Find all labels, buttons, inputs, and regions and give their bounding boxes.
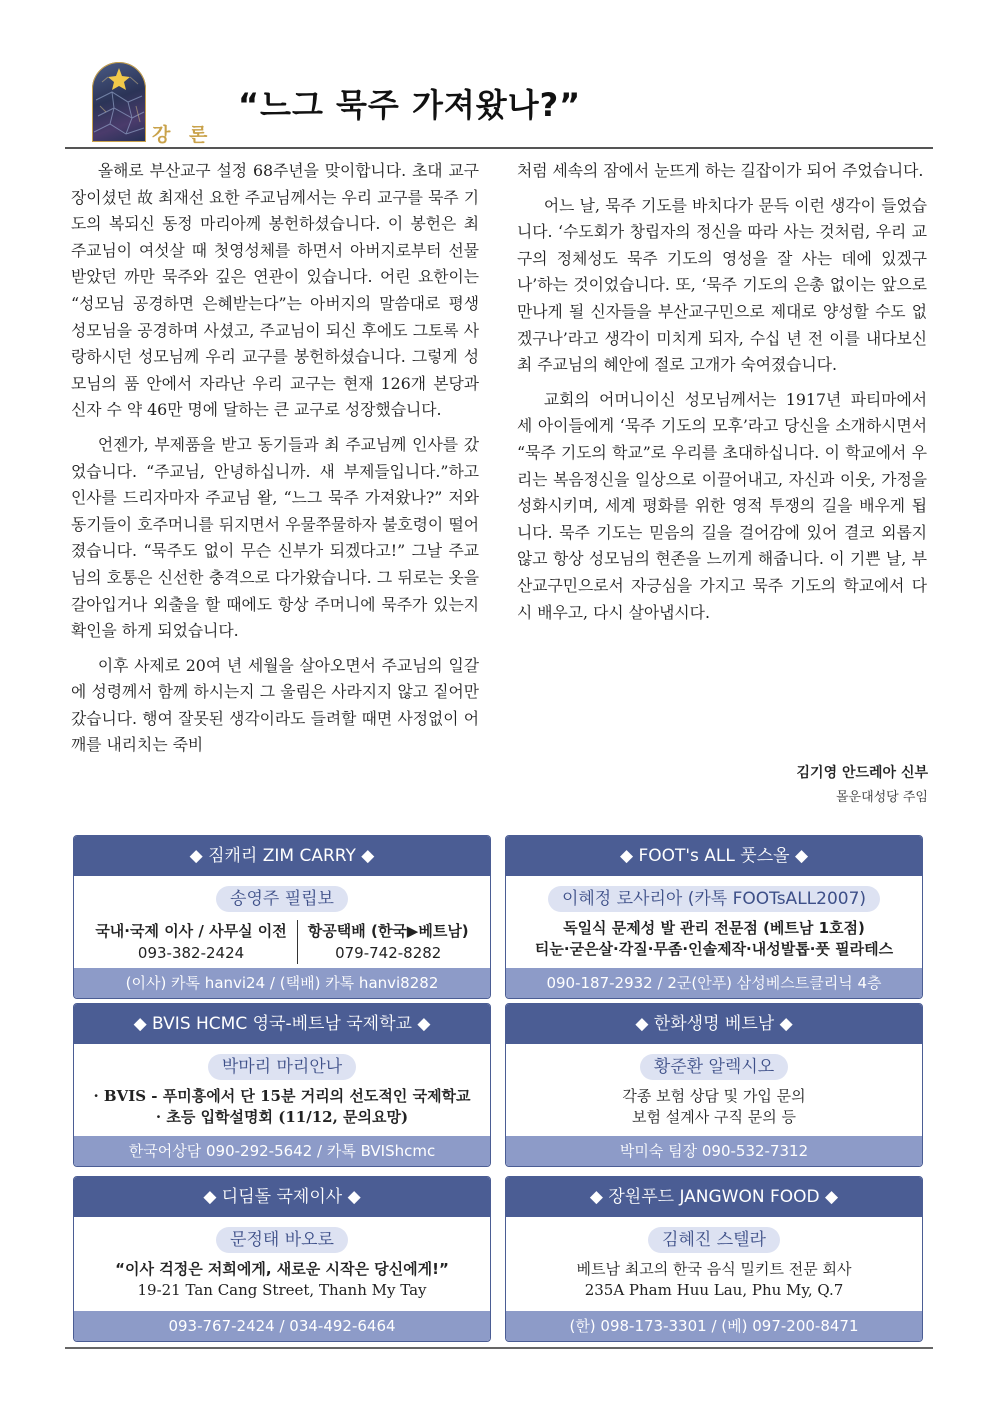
ad-line: 독일식 문제성 발 관리 전문점 (베트남 1호점) [563, 919, 865, 937]
ad-line: 티눈·굳은살·각질·무좀·인솔제작·내성발톱·풋 필라테스 [534, 940, 894, 958]
ad-contact: 황준환 알렉시오 [640, 1054, 788, 1080]
paragraph: 올해로 부산교구 설정 68주년을 맞이합니다. 초대 교구장이셨던 故 최재선 요한 주교님께서는 우리 교구를 묵주 기도의 복되신 동정 마리아께 봉헌하셨습니다. 이 봉헌은 최 주교님이 여섯살 때 첫영성체를 하면서 아버지로부터 선물받았던 까만 묵주와 깊은 연관이 있습니다. 어린 요한이는 “성모님 공경하면 은혜받는다”는 아버지의 말씀대로 평생 성모님을 공경하며 사셨고, 주교님이 되신 후에도 그토록 사랑하시던 성모님께 우리 교구를 봉헌하셨습니다. 그렇게 성모님의 품 안에서 자라난 우리 교구는 현재 126개 본당과 신자 수 약 46만 명에 달하는 큰 교구로 성장했습니다. [71, 161, 479, 420]
ad-line: 각종 보험 상담 및 가입 문의 [622, 1087, 806, 1105]
ad-title: ◆ FOOT's ALL 풋스올 ◆ [506, 836, 922, 876]
ad-line: 19-21 Tan Cang Street, Thanh My Tay [137, 1281, 427, 1299]
article-right-column [517, 158, 927, 626]
ad-line: 베트남 최고의 한국 음식 밀키트 전문 회사 [576, 1260, 852, 1278]
ad-foots-all [505, 835, 923, 999]
section-label: 강 론 [152, 124, 214, 146]
ad-title: ◆ 디딤돌 국제이사 ◆ [74, 1177, 490, 1217]
ad-line: 보험 설계사 구직 문의 등 [632, 1108, 796, 1126]
paragraph: 처럼 세속의 잠에서 눈뜨게 하는 길잡이가 되어 주었습니다. [517, 161, 924, 180]
paragraph: 어느 날, 묵주 기도를 바치다가 문득 이런 생각이 들었습니다. ‘수도회가 창립자의 정신을 따라 사는 것처럼, 우리 교구의 정체성도 묵주 기도의 영성을 잘 사는 데에 있겠구나’하는 것이었습니다. 또, ‘묵주 기도의 은총 없이는 앞으로 만나게 될 신자들을 부산교구민으로 제대로 양성할 수도 없겠구나’라고 생각이 미치게 되자, 수십 년 전 이를 내다보신 최 주교님의 혜안에 절로 고개가 숙여졌습니다. [517, 195, 927, 375]
ad-moving-info: 국내·국제 이사 / 사무실 이전 093-382-2424 [95, 922, 287, 962]
ad-zim-carry [73, 835, 491, 999]
ad-hanwha-life [505, 1003, 923, 1167]
paragraph: 교회의 어머니이신 성모님께서는 1917년 파티마에서 세 아이들에게 ‘묵주 기도의 모후’라고 당신을 소개하시면서 “묵주 기도의 학교”로 우리를 초대하십니다. 이 학교에서 우리는 복음정신을 일상으로 이끌어내고, 자신과 이웃, 가정을 성화시키며, 세계 평화를 위한 영적 투쟁의 길을 배우게 됩니다. 묵주 기도는 믿음의 길을 걸어감에 있어 결코 외롭지 않고 항상 성모님의 현존을 느끼게 해줍니다. 이 기쁜 날, 부산교구민으로서 자긍심을 가지고 묵주 기도의 학교에서 다시 배우고, 다시 살아냅시다. [517, 389, 927, 622]
article-title: “느그 묵주 가져왔나?” [238, 86, 582, 124]
ad-footer: 한국어상담 090-292-5642 / 카톡 BVIShcmc [74, 1136, 490, 1166]
ad-contact: 송영주 필립보 [216, 886, 348, 912]
sermon-emblem-icon [92, 62, 146, 142]
ad-line: · 초등 입학설명회 (11/12, 문의요망) [155, 1108, 409, 1126]
ad-footer: 박미숙 팀장 090-532-7312 [506, 1136, 922, 1166]
title-divider [65, 147, 933, 149]
ad-footer: 090-187-2932 / 2군(안푸) 삼성베스트클리닉 4층 [506, 968, 922, 998]
ad-contact: 이혜정 로사리아 (카톡 FOOTsALL2007) [548, 886, 880, 912]
author-name: 김기영 안드레아 신부 [796, 765, 928, 781]
ad-title: ◆ 짐캐리 ZIM CARRY ◆ [74, 836, 490, 876]
ad-title: ◆ BVIS HCMC 영국-베트남 국제학교 ◆ [74, 1004, 490, 1044]
ad-didimdol-moving [73, 1176, 491, 1342]
article-left-column [71, 158, 479, 759]
ad-line: · BVIS - 푸미흥에서 단 15분 거리의 선도적인 국제학교 [93, 1087, 471, 1105]
ad-contact: 김혜진 스텔라 [648, 1227, 780, 1253]
ad-contact: 문정태 바오로 [216, 1227, 348, 1253]
ad-title: ◆ 한화생명 베트남 ◆ [506, 1004, 922, 1044]
ad-jangwon-food [505, 1176, 923, 1342]
author-signature [620, 762, 928, 805]
author-role: 몰운대성당 주임 [835, 790, 928, 805]
ad-footer: (이사) 카톡 hanvi24 / (택배) 카톡 hanvi8282 [74, 968, 490, 998]
paragraph: 이후 사제로 20여 년 세월을 살아오면서 주교님의 일갈에 성령께서 함께 하시는지 그 울림은 사라지지 않고 짙어만 갔습니다. 행여 잘못된 생각이라도 들려할 때면 사정없이 어깨를 내리치는 죽비 [71, 655, 479, 755]
ad-contact: 박마리 마리안나 [208, 1054, 356, 1080]
ad-line: 235A Pham Huu Lau, Phu My, Q.7 [584, 1281, 844, 1299]
ad-footer: (한) 098-173-3301 / (베) 097-200-8471 [506, 1311, 922, 1341]
ad-line: “이사 걱정은 저희에게, 새로운 시작은 당신에게!” [115, 1260, 449, 1278]
ad-bvis [73, 1003, 491, 1167]
paragraph: 언젠가, 부제품을 받고 동기들과 최 주교님께 인사를 갔었습니다. “주교님, 안녕하십니까. 새 부제들입니다.”하고 인사를 드리자마자 주교님 왈, “느그 묵주 가져왔나?” 저와 동기들이 호주머니를 뒤지면서 우물쭈물하자 불호령이 떨어졌습니다. “묵주도 없이 무슨 신부가 되겠다고!” 그날 주교님의 호통은 신선한 충격으로 다가왔습니다. 그 뒤로는 옷을 갈아입거나 외출을 할 때에도 항상 주머니에 묵주가 있는지 확인을 하게 되었습니다. [71, 434, 479, 641]
ad-parcel-info: 항공택배 (한국▶베트남) 079-742-8282 [297, 920, 479, 964]
ad-title: ◆ 장원푸드 JANGWON FOOD ◆ [506, 1177, 922, 1217]
ad-footer: 093-767-2424 / 034-492-6464 [74, 1311, 490, 1341]
bottom-divider [65, 1347, 933, 1349]
